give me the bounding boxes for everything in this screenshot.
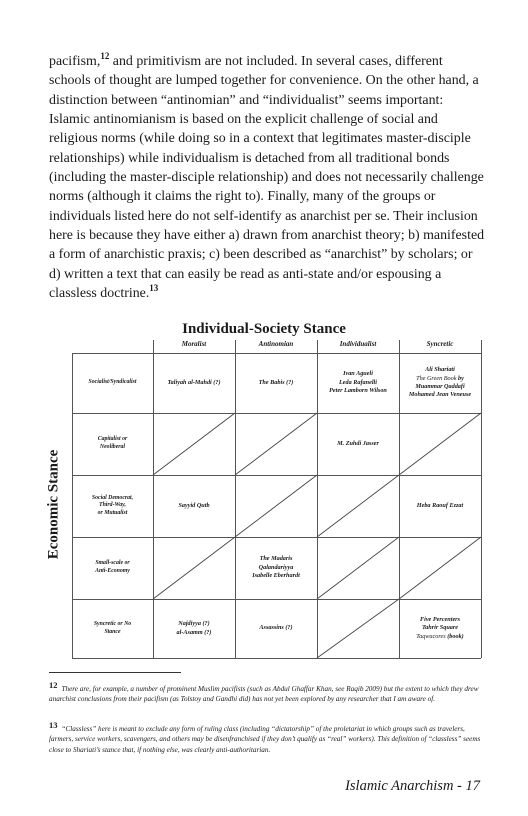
taqwacores-line — [416, 633, 464, 641]
diagonal-line — [399, 537, 481, 599]
name-muammar-qaddafi: Muammar Qaddafi — [415, 383, 465, 390]
empty-cell-diagonal — [317, 475, 399, 537]
row-label-capitalist: Capitalist or Neoliberal — [97, 436, 128, 450]
diagonal-line — [317, 599, 399, 658]
cell-socialist-syncretic — [399, 353, 481, 413]
column-header-individualist: Individualist — [339, 340, 377, 348]
cell-capitalist-individualist: M. Zuhdi Jasser — [337, 439, 379, 447]
footnote-rule — [49, 672, 181, 673]
green-book-by: by — [456, 374, 464, 382]
footnote-ref-13: 13 — [149, 283, 159, 294]
name-five-percenters: Five Percenters — [419, 615, 461, 623]
empty-cell-diagonal — [399, 413, 481, 475]
diagonal-line — [317, 475, 399, 537]
footnote-13-text: “Classless” here is meant to exclude any form of ruling class (including “dictatorship” of the proletariat in which groups such as travelers, farmers, service workers, scavengers, and others may be disenfranchised if they don’t qualify as “real” workers). This definition of “classless” seems close to Shariati’s stance that, if nothing else, was clearly anti-authoritarian. — [49, 725, 481, 754]
empty-cell-diagonal — [317, 599, 399, 658]
footnote-12-text: There are, for example, a number of prominent Muslim pacifists (such as Abdul Ghaffar Khan, see Raqib 2009) but the extent to which they drew anarchist conclusions from their pacifism (as Tolstoy and Gandhi did) has not yet been explored by any researcher that I am aware of. — [49, 685, 479, 704]
cell-nostance-syncretic — [399, 599, 481, 658]
cell-socdem-syncretic: Heba Raouf Ezzat — [416, 501, 464, 509]
empty-cell-diagonal — [235, 475, 317, 537]
name-ali-shariati: Ali Shariati — [425, 366, 455, 374]
cell-nostance-moralist: Najdiyya (?) al-Asamm (?) — [176, 620, 212, 636]
row-label-social-democrat: Social Democrat, Third-Way, or Mutualist — [91, 494, 134, 516]
name-mohamed-jean-veneuse: Mohamed Jean Veneuse — [408, 391, 472, 399]
row-label-syncretic-no-stance: Syncretic or No Stance — [93, 620, 132, 635]
column-header-antinomian: Antinomian — [258, 340, 294, 348]
diagonal-line — [399, 413, 481, 475]
column-header-syncretic: Syncretic — [426, 340, 454, 348]
taqwacores-book: (book) — [445, 632, 464, 640]
diagonal-line — [153, 537, 235, 599]
taqwacores-title: Taqwacores — [416, 632, 446, 640]
empty-cell-diagonal — [153, 413, 235, 475]
empty-cell-diagonal — [317, 537, 399, 599]
body-paragraph: pacifism,$^{12}$ and primitivism are not included. In several cases, different schools of thought are lumped together for convenience. On the other hand, a distinction between “antinomian” and “individualist” seems important: Islamic antinomianism is based on the explicit challenge of social and religious norms (while doing so in a context that legitimates master-disciple relationships) while individualism is detached from all traditional bonds (including the master-disciple relationship) and does not necessarily challenge norms (although it claims the right to). Finally, many of the groups or individuals listed here do not self-identify as anarchist per se. Their inclusion here is because they have either a) drawn from anarchist theory; b) manifested a form of anarchistic praxis; c) been described as “anarchist” by scholars; or d) written a text that can easily be read as anti-state and/or espousing a classless doctrine.$^{13}$ — [49, 51, 485, 302]
diagonal-line — [153, 413, 235, 475]
diagonal-line — [317, 537, 399, 599]
row-label-socialist: Socialist/Syndicalist — [88, 379, 137, 386]
cell-socialist-moralist: Taliyah al-Mahdi (?) — [167, 378, 221, 386]
row-label-small-scale: Small-scale or Anti-Economy — [95, 560, 130, 574]
table-title: Individual-Society Stance — [182, 321, 346, 337]
diagonal-line — [235, 475, 317, 537]
empty-cell-diagonal — [399, 537, 481, 599]
grid-column-line — [481, 340, 482, 658]
cell-socdem-moralist: Sayyid Qutb — [178, 501, 210, 509]
name-tahrir-square: Tahrir Square — [421, 624, 459, 632]
green-book-title: The Green Book — [416, 374, 457, 382]
page-footer: Islamic Anarchism - 17 — [345, 778, 480, 794]
green-book-line — [416, 375, 464, 383]
footnote-ref-12: 12 — [100, 51, 110, 61]
empty-cell-diagonal — [235, 413, 317, 475]
footnote-12-number: 12 — [49, 680, 58, 690]
cell-socialist-individualist: Ivan Agueli Leda Rafanelli Peter Lamborn Wilson — [329, 370, 387, 395]
grid-row-line — [72, 658, 481, 659]
empty-cell-diagonal — [153, 537, 235, 599]
cell-socialist-antinomian: The Babis (?) — [258, 378, 294, 386]
footnote-13-number: 13 — [49, 720, 58, 730]
diagonal-line — [235, 413, 317, 475]
column-header-moralist: Moralist — [181, 340, 207, 348]
footnote-12 — [49, 680, 481, 705]
cell-nostance-antinomian: Assassins (?) — [259, 624, 293, 632]
cell-smallscale-antinomian: The Madaris Qalandariyya Isabelle Eberhardt — [252, 555, 300, 580]
footnote-13 — [49, 720, 481, 755]
